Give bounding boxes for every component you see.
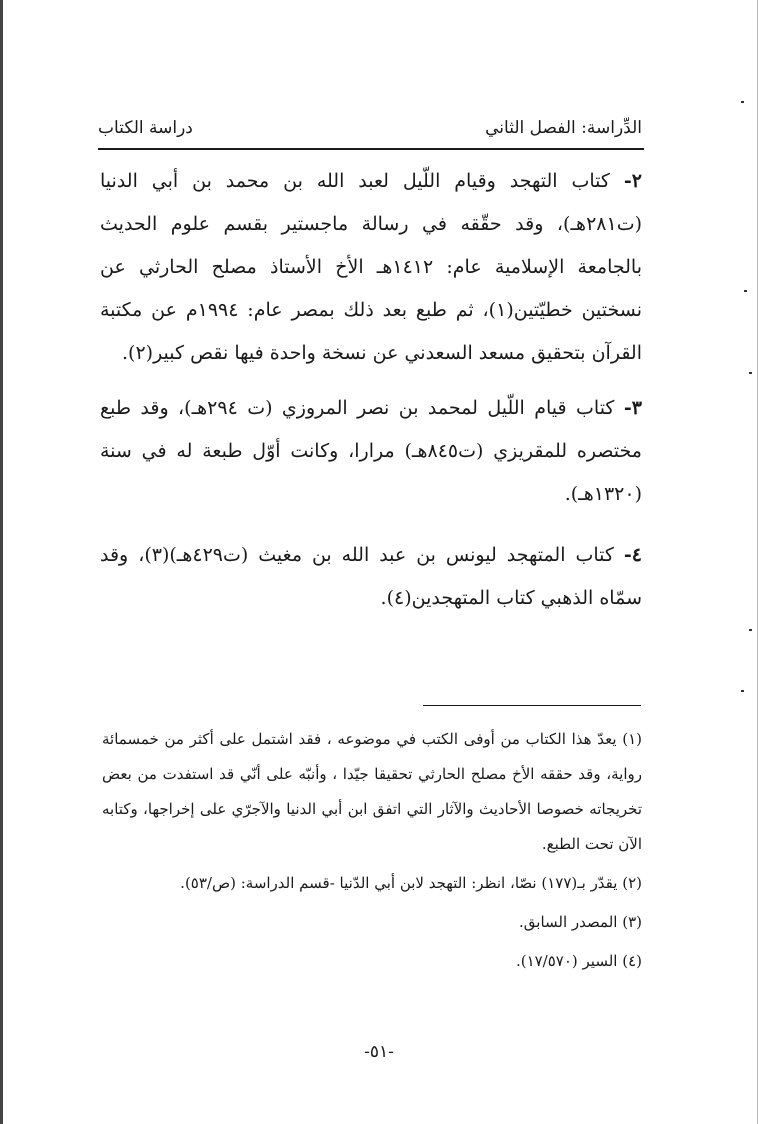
footnote: (٢) يقدّر بـ(١٧٧) نصّا، انظر: التهجد لابن أبي الدّنيا -قسم الدراسة: (ص/٥٣). <box>180 874 642 892</box>
scan-speck <box>741 101 744 103</box>
footnote: (٣) المصدر السابق. <box>519 913 642 931</box>
entry-paragraph <box>100 534 642 620</box>
footnote: (٤) السير (١٧/٥٧٠). <box>515 952 642 970</box>
scan-speck <box>749 372 752 374</box>
chapter-title: الدِّراسة: الفصل الثاني <box>485 118 642 138</box>
footnotes <box>102 722 642 979</box>
scan-speck <box>749 629 752 631</box>
header-rule <box>98 148 644 150</box>
entry-text: كتاب قيام اللّيل لمحمد بن نصر المروزي (ت ٢٩٤هـ)، وقد طبع مختصره للمقريزي (ت٨٤٥هـ) مرارا، وكانت أوّل طبعة له في سنة (١٣٢٠هـ). <box>100 397 642 505</box>
footnote-separator <box>423 705 641 706</box>
book-section-title: دراسة الكتاب <box>98 118 193 138</box>
entry-number: ٣- <box>623 397 642 419</box>
running-header <box>98 113 642 143</box>
entry-text: كتاب التهجد وقيام اللّيل لعبد الله بن محمد بن أبي الدنيا (ت٢٨١هـ)، وقد حقّقه في رسالة ماجستير بقسم علوم الحديث بالجامعة الإسلامية عام: ١٤١٢هـ الأخ الأستاذ مصلح الحارثي عن نسختين خطيّتين(١)، ثم طبع بعد ذلك بمصر عام: ١٩٩٤م عن مكتبة القرآن بتحقيق مسعد السعدني عن نسخة واحدة فيها نقص كبير(٢). <box>100 170 643 364</box>
page-number: -٥١- <box>364 1042 394 1062</box>
entry-number: ٤- <box>623 544 642 566</box>
scan-speck <box>741 690 744 692</box>
scan-speck <box>744 290 747 292</box>
entry-number: ٢- <box>623 170 642 192</box>
footnote: (١) يعدّ هذا الكتاب من أوفى الكتب في موضوعه ، فقد اشتمل على أكثر من خمسمائة رواية، وقد حققه الأخ مصلح الحارثي تحقيقا جيّدا ، وأنبّه على أنّي قد استفدت من بعض تخريجاته خصوصا الأحاديث والآثار التي اتفق ابن أبي الدنيا والآجرّي على إخراجها، وكتابه الآن تحت الطبع. <box>102 730 642 853</box>
entry-paragraph <box>100 387 642 516</box>
main-text <box>100 160 642 636</box>
scan-border-left <box>0 0 3 1124</box>
entry-text: كتاب المتهجد ليونس بن عبد الله بن مغيث (ت٤٢٩هـ)(٣)، وقد سمّاه الذهبي كتاب المتهجدين(٤). <box>100 544 642 609</box>
entry-paragraph <box>100 160 642 375</box>
